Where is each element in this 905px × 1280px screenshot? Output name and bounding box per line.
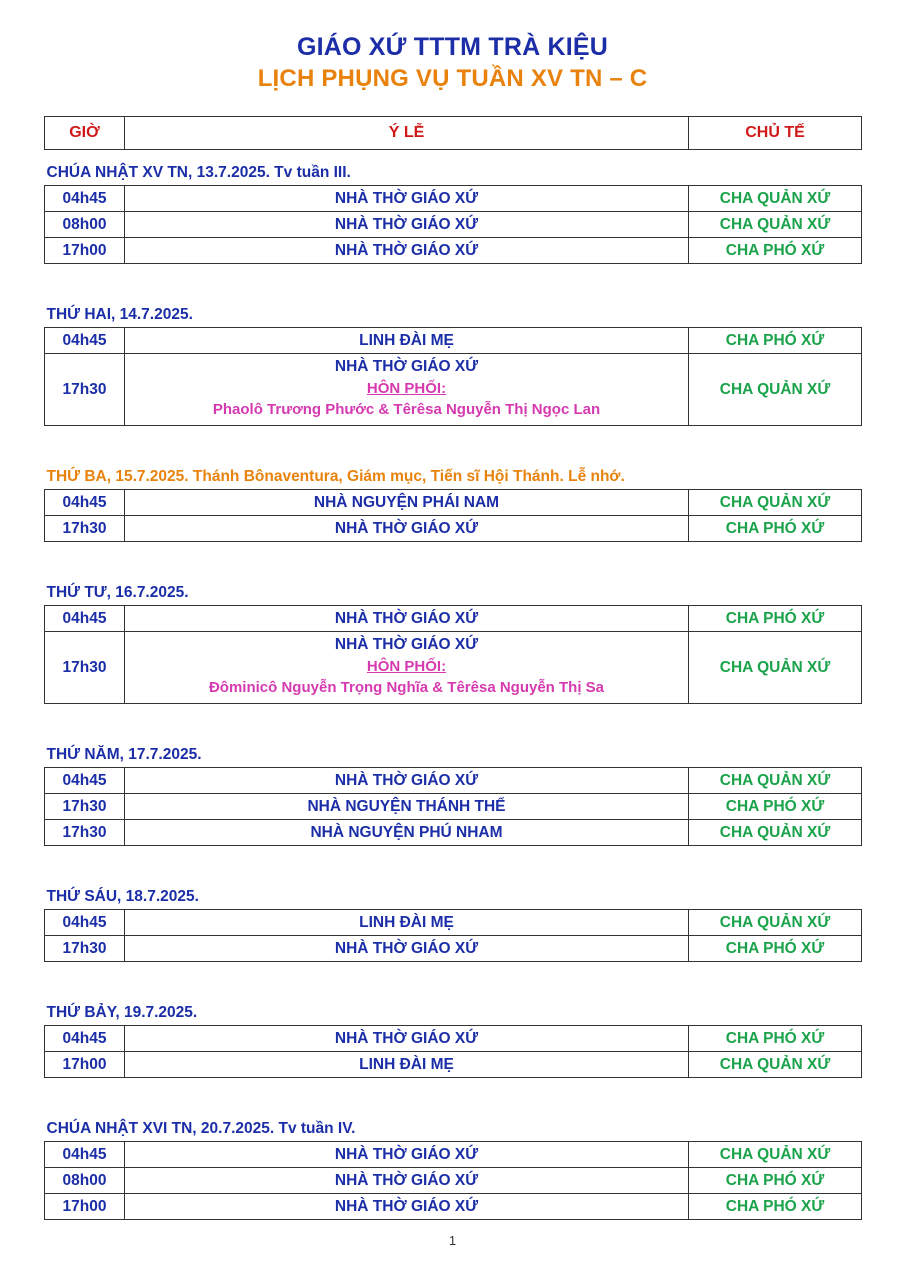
table-row bbox=[45, 936, 862, 962]
day-heading: THỨ HAI, 14.7.2025. bbox=[46, 306, 193, 324]
table-row bbox=[45, 768, 862, 794]
event-time: 17h00 bbox=[45, 1194, 125, 1220]
event-intention: NHÀ THỜ GIÁO XỨ bbox=[125, 238, 689, 264]
event-place: NHÀ THỜ GIÁO XỨ bbox=[334, 358, 479, 376]
event-intention: NHÀ THỜ GIÁO XỨ bbox=[125, 1194, 689, 1220]
event-presider: CHA PHÓ XỨ bbox=[689, 238, 862, 264]
event-time: 04h45 bbox=[45, 1142, 125, 1168]
event-place: NHÀ THỜ GIÁO XỨ bbox=[334, 636, 479, 654]
page-number: 1 bbox=[448, 1233, 457, 1248]
table-row bbox=[45, 328, 862, 354]
table-row bbox=[45, 1142, 862, 1168]
day-heading: THỨ BẢY, 19.7.2025. bbox=[46, 1004, 198, 1022]
event-intention: LINH ĐÀI MẸ bbox=[125, 910, 689, 936]
event-intention bbox=[125, 632, 689, 704]
event-time: 08h00 bbox=[45, 1168, 125, 1194]
event-time: 04h45 bbox=[45, 186, 125, 212]
day-heading-row bbox=[45, 264, 862, 328]
day-heading: THỨ BA, 15.7.2025. Thánh Bônaventura, Giám mục, Tiến sĩ Hội Thánh. Lễ nhớ. bbox=[46, 468, 625, 486]
event-time: 04h45 bbox=[45, 606, 125, 632]
table-row bbox=[45, 1026, 862, 1052]
event-intention: NHÀ NGUYỆN PHÚ NHAM bbox=[125, 820, 689, 846]
column-header-presider: CHỦ TẾ bbox=[689, 117, 862, 150]
event-time: 17h30 bbox=[45, 516, 125, 542]
event-presider: CHA QUẢN XỨ bbox=[689, 490, 862, 516]
wedding-couple-names: Phaolô Trương Phước & Têrêsa Nguyễn Thị Ngọc Lan bbox=[212, 401, 601, 419]
day-heading-row bbox=[45, 426, 862, 490]
day-heading: THỨ TƯ, 16.7.2025. bbox=[46, 584, 189, 602]
wedding-couple-names: Đôminicô Nguyễn Trọng Nghĩa & Têrêsa Nguyễn Thị Sa bbox=[208, 679, 605, 697]
day-heading-row bbox=[45, 150, 862, 186]
liturgy-schedule-table bbox=[44, 116, 862, 1220]
table-row bbox=[45, 1052, 862, 1078]
day-heading-row bbox=[45, 962, 862, 1026]
parish-name: GIÁO XỨ TTTM TRÀ KIỆU bbox=[296, 33, 609, 61]
event-intention: NHÀ NGUYỆN PHÁI NAM bbox=[125, 490, 689, 516]
event-presider: CHA QUẢN XỨ bbox=[689, 1142, 862, 1168]
event-presider: CHA QUẢN XỨ bbox=[689, 910, 862, 936]
event-intention: NHÀ THỜ GIÁO XỨ bbox=[125, 1168, 689, 1194]
table-row bbox=[45, 632, 862, 704]
wedding-label: HÔN PHỐI: bbox=[366, 380, 447, 398]
event-presider: CHA QUẢN XỨ bbox=[689, 212, 862, 238]
day-heading-row bbox=[45, 1078, 862, 1142]
table-row bbox=[45, 238, 862, 264]
table-row bbox=[45, 516, 862, 542]
event-intention: NHÀ THỜ GIÁO XỨ bbox=[125, 768, 689, 794]
document-title bbox=[44, 32, 861, 94]
event-time: 04h45 bbox=[45, 1026, 125, 1052]
event-time: 17h30 bbox=[45, 936, 125, 962]
event-time: 04h45 bbox=[45, 328, 125, 354]
event-intention: NHÀ THỜ GIÁO XỨ bbox=[125, 606, 689, 632]
event-time: 04h45 bbox=[45, 490, 125, 516]
day-heading-row bbox=[45, 704, 862, 768]
event-intention: NHÀ THỜ GIÁO XỨ bbox=[125, 1142, 689, 1168]
event-presider: CHA QUẢN XỨ bbox=[689, 1052, 862, 1078]
event-time: 04h45 bbox=[45, 910, 125, 936]
event-presider: CHA PHÓ XỨ bbox=[689, 516, 862, 542]
event-time: 17h00 bbox=[45, 238, 125, 264]
day-heading: THỨ SÁU, 18.7.2025. bbox=[46, 888, 199, 906]
event-time: 17h30 bbox=[45, 794, 125, 820]
day-heading-row bbox=[45, 846, 862, 910]
event-presider: CHA QUẢN XỨ bbox=[689, 632, 862, 704]
day-heading: CHÚA NHẬT XVI TN, 20.7.2025. Tv tuần IV. bbox=[46, 1120, 356, 1138]
event-presider: CHA PHÓ XỨ bbox=[689, 328, 862, 354]
event-presider: CHA PHÓ XỨ bbox=[689, 1194, 862, 1220]
table-row bbox=[45, 354, 862, 426]
table-row bbox=[45, 794, 862, 820]
table-row bbox=[45, 606, 862, 632]
event-presider: CHA QUẢN XỨ bbox=[689, 820, 862, 846]
column-header-intention: Ý LỄ bbox=[125, 117, 689, 150]
event-time: 17h30 bbox=[45, 632, 125, 704]
event-presider: CHA QUẢN XỨ bbox=[689, 354, 862, 426]
event-intention: NHÀ THỜ GIÁO XỨ bbox=[125, 186, 689, 212]
table-row bbox=[45, 910, 862, 936]
column-header-time: GIỜ bbox=[45, 117, 125, 150]
event-time: 17h30 bbox=[45, 820, 125, 846]
table-row bbox=[45, 490, 862, 516]
event-presider: CHA PHÓ XỨ bbox=[689, 936, 862, 962]
table-row bbox=[45, 1168, 862, 1194]
event-intention: LINH ĐÀI MẸ bbox=[125, 1052, 689, 1078]
schedule-subtitle: LỊCH PHỤNG VỤ TUẦN XV TN – C bbox=[257, 65, 648, 93]
wedding-label: HÔN PHỐI: bbox=[366, 658, 447, 676]
event-presider: CHA PHÓ XỨ bbox=[689, 1168, 862, 1194]
event-presider: CHA QUẢN XỨ bbox=[689, 186, 862, 212]
event-presider: CHA PHÓ XỨ bbox=[689, 794, 862, 820]
event-presider: CHA PHÓ XỨ bbox=[689, 606, 862, 632]
table-header-row bbox=[45, 117, 862, 150]
table-row bbox=[45, 186, 862, 212]
event-intention: NHÀ THỜ GIÁO XỨ bbox=[125, 516, 689, 542]
table-row bbox=[45, 212, 862, 238]
event-presider: CHA PHÓ XỨ bbox=[689, 1026, 862, 1052]
day-heading-row bbox=[45, 542, 862, 606]
event-time: 17h00 bbox=[45, 1052, 125, 1078]
event-time: 17h30 bbox=[45, 354, 125, 426]
event-intention bbox=[125, 354, 689, 426]
event-intention: LINH ĐÀI MẸ bbox=[125, 328, 689, 354]
event-presider: CHA QUẢN XỨ bbox=[689, 768, 862, 794]
day-heading: THỨ NĂM, 17.7.2025. bbox=[46, 746, 202, 764]
event-intention: NHÀ THỜ GIÁO XỨ bbox=[125, 1026, 689, 1052]
event-intention: NHÀ NGUYỆN THÁNH THỂ bbox=[125, 794, 689, 820]
event-time: 04h45 bbox=[45, 768, 125, 794]
event-intention: NHÀ THỜ GIÁO XỨ bbox=[125, 212, 689, 238]
table-row bbox=[45, 1194, 862, 1220]
event-time: 08h00 bbox=[45, 212, 125, 238]
day-heading: CHÚA NHẬT XV TN, 13.7.2025. Tv tuần III. bbox=[46, 164, 351, 182]
table-row bbox=[45, 820, 862, 846]
event-intention: NHÀ THỜ GIÁO XỨ bbox=[125, 936, 689, 962]
